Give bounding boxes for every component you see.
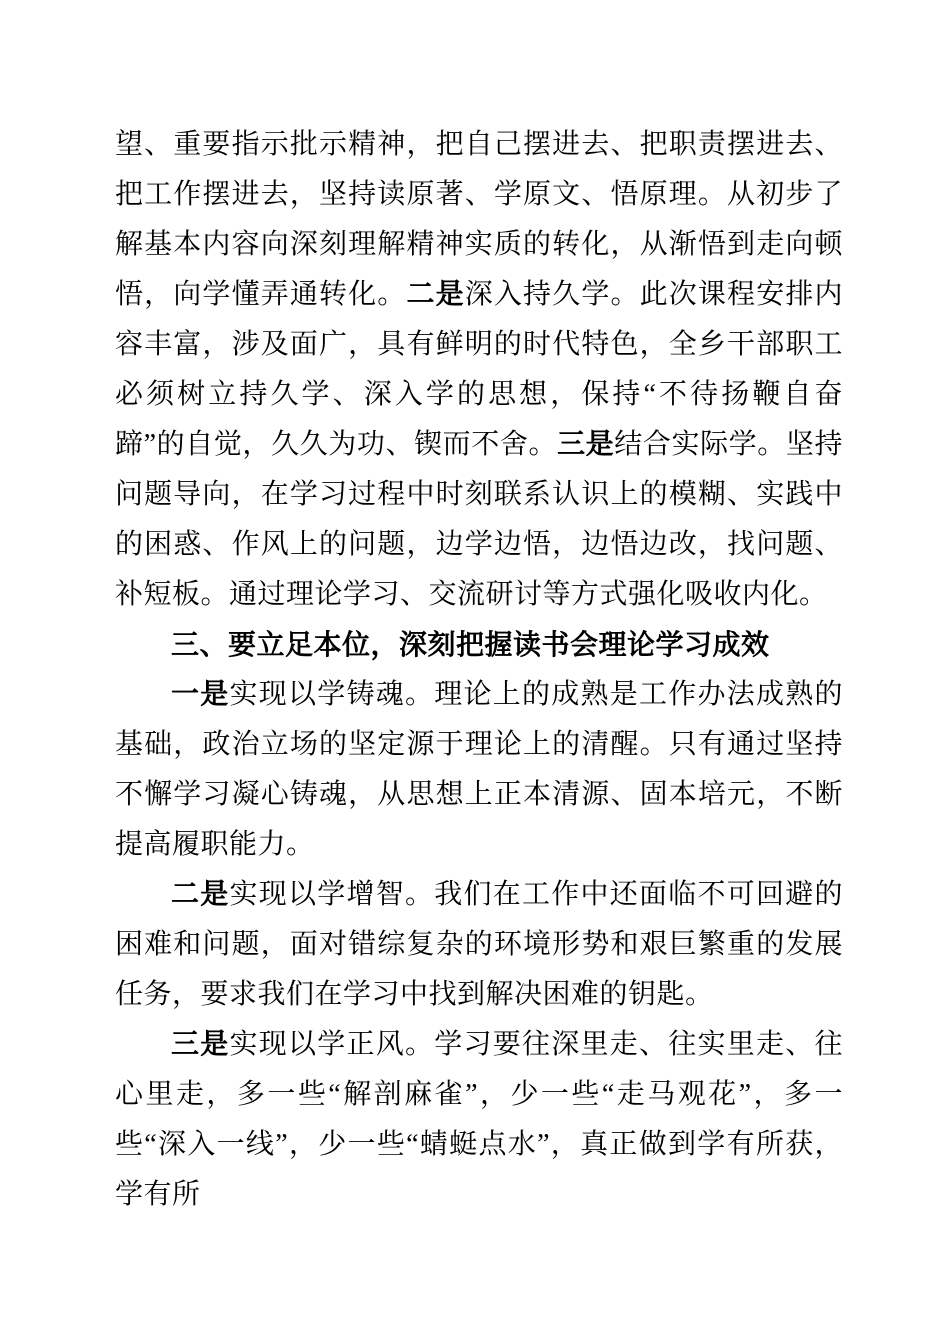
emphasis-text-run: 三是 [171,1029,230,1060]
text-run: 结合实际学。坚持问题导向，在学习过程中时刻联系认识上的模糊、实践中的困惑、作风上的问题，边学边悟，边悟边改，找问题、补短板。通过理论学习、交流研讨等方式强化吸收内化。 [115,429,843,610]
body-paragraph [115,670,843,870]
text-run: 实现以学正风。学习要往深里走、往实里走、往心里走，多一些“解剖麻雀”，少一些“走马观花”，多一些“深入一线”，少一些“蜻蜓点水”，真正做到学有所获，学有所 [115,1029,843,1210]
text-run: 实现以学增智。我们在工作中还面临不可回避的困难和问题，面对错综复杂的环境形势和艰巨繁重的发展任务，要求我们在学习中找到解决困难的钥匙。 [115,879,843,1010]
body-paragraph [115,120,843,620]
text-run: 望、重要指示批示精神，把自己摆进去、把职责摆进去、把工作摆进去，坚持读原著、学原文、悟原理。从初步了解基本内容向深刻理解精神实质的转化，从渐悟到走向顿悟，向学懂弄通转化。 [115,129,843,310]
section-heading [115,620,843,670]
emphasis-text-run: 三是 [557,429,615,460]
body-paragraph [115,1020,843,1220]
emphasis-text-run: 三、要立足本位，深刻把握读书会理论学习成效 [171,629,770,660]
text-run: 实现以学铸魂。理论上的成熟是工作办法成熟的基础，政治立场的坚定源于理论上的清醒。只有通过坚持不懈学习凝心铸魂，从思想上正本清源、固本培元，不断提高履职能力。 [115,679,843,860]
emphasis-text-run: 二是 [171,879,230,910]
document-body [115,120,843,1220]
emphasis-text-run: 一是 [171,679,230,710]
body-paragraph [115,870,843,1020]
document-page [115,120,843,1220]
emphasis-text-run: 二是 [406,279,465,310]
text-run: 深入持久学。此次课程安排内容丰富，涉及面广，具有鲜明的时代特色，全乡干部职工必须树立持久学、深入学的思想，保持“不待扬鞭自奋蹄”的自觉，久久为功、锲而不舍。 [115,279,843,460]
